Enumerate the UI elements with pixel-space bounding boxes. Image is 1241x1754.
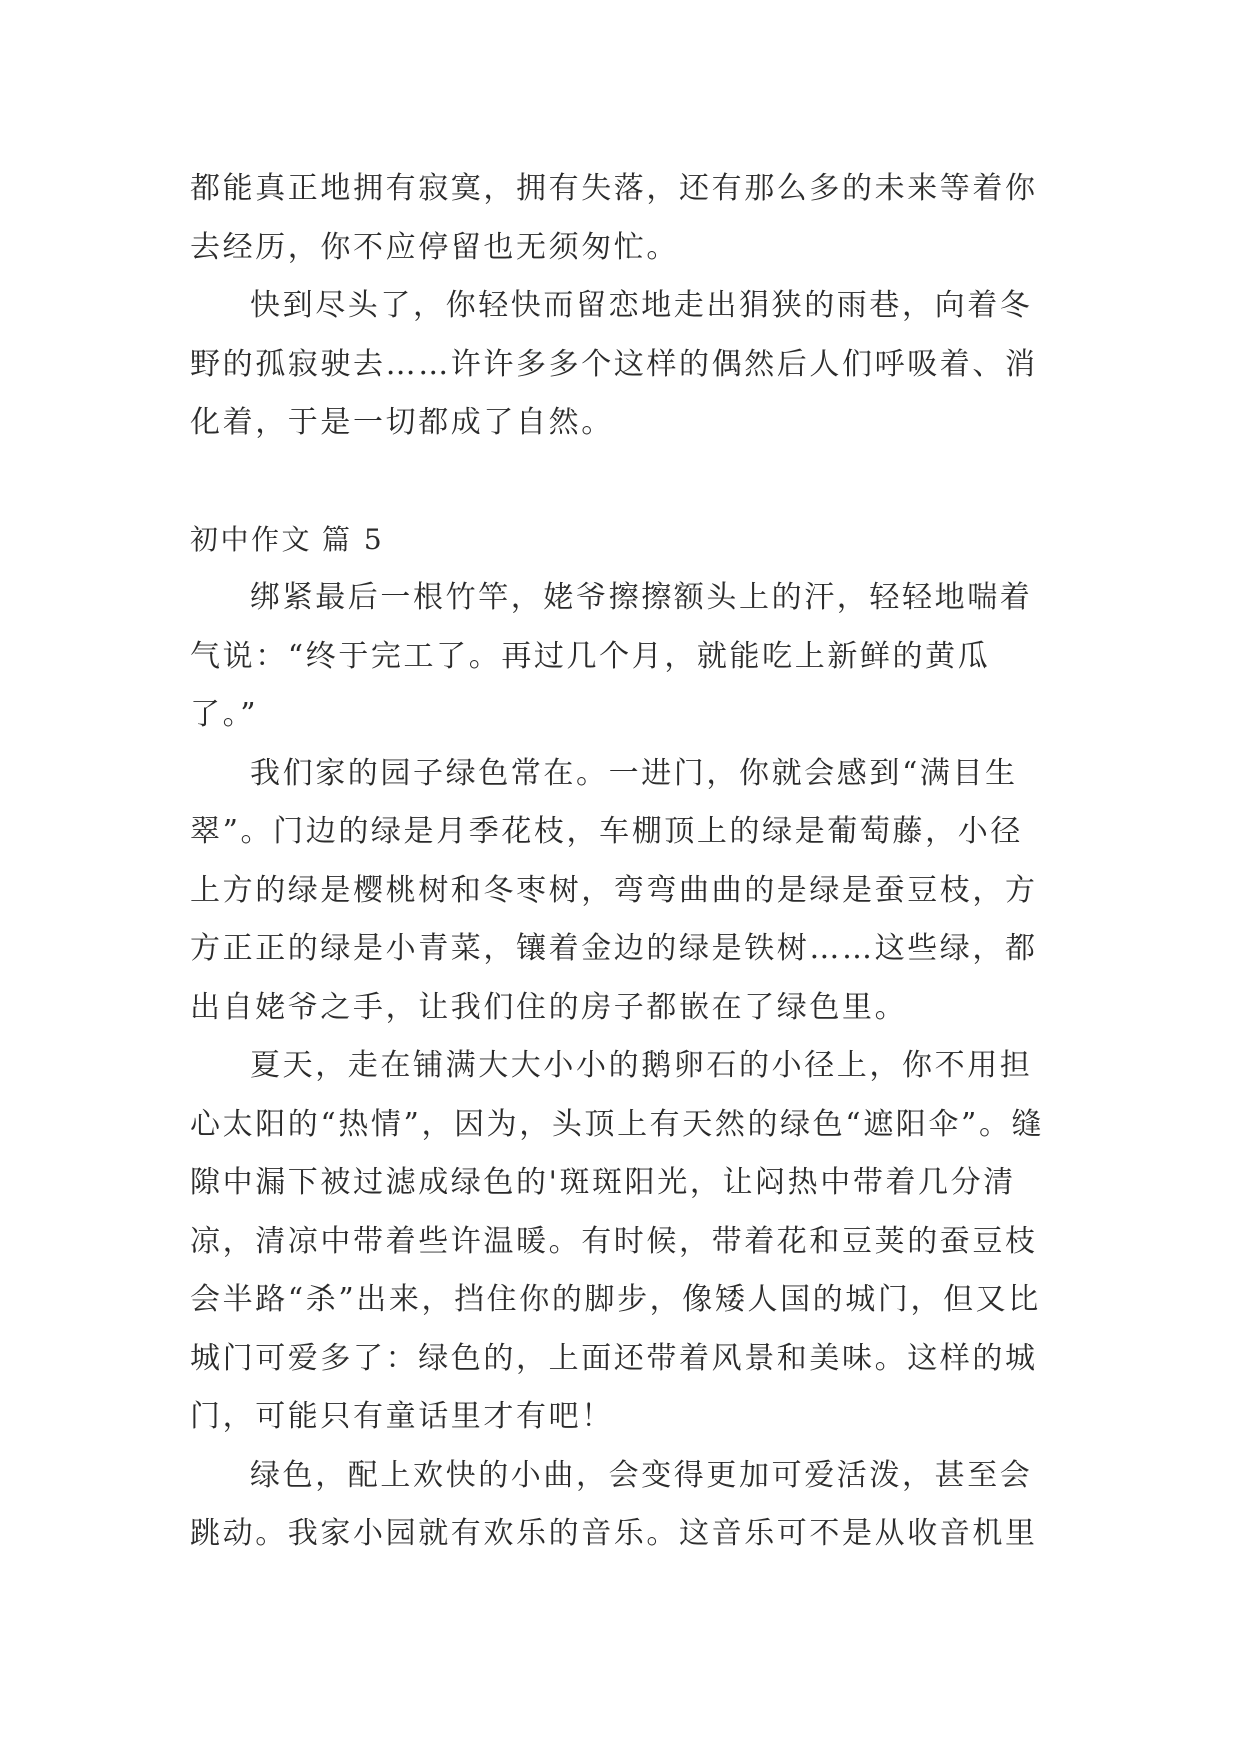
paragraph-continued: 都能真正地拥有寂寞，拥有失落，还有那么多的未来等着你去经历，你不应停留也无须匆忙。 [190,171,1038,265]
paragraph-1: 绑紧最后一根竹竿，姥爷擦擦额头上的汗，轻轻地喘着气说：“终于完工了。再过几个月，就能吃上新鲜的黄瓜了。” [190,580,1033,732]
section-number: 篇 5 [322,522,385,556]
paragraph-2: 我们家的园子绿色常在。一进门，你就会感到“满目生翠”。门边的绿是月季花枝，车棚顶上的绿是葡萄藤，小径上方的绿是樱桃树和冬枣树，弯弯曲曲的是绿是蚕豆枝，方方正正的绿是小青菜，镶着金边的绿是铁树……这些绿，都出自姥爷之手，让我们住的房子都嵌在了绿色里。 [190,755,1038,1025]
paragraph-3: 夏天，走在铺满大大小小的鹅卵石的小径上，你不用担心太阳的“热情”，因为，头顶上有天然的绿色“遮阳伞”。缝隙中漏下被过滤成绿色的'斑斑阳光，让闷热中带着几分清凉，清凉中带着些许温暖。有时候，带着花和豆荚的蚕豆枝会半路“杀”出来，挡住你的脚步，像矮人国的城门，但又比城门可爱多了：绿色的，上面还带着风景和美味。这样的城门，可能只有童话里才有吧！ [190,1048,1045,1434]
section-title: 初中作文 [190,522,313,556]
paragraph-ending: 快到尽头了，你轻快而留恋地走出狷狭的雨巷，向着冬野的孤寂驶去……许许多多个这样的偶然后人们呼吸着、消化着，于是一切都成了自然。 [190,288,1038,440]
document-body [190,160,1050,1564]
paragraph-4: 绿色，配上欢快的小曲，会变得更加可爱活泼，甚至会跳动。我家小园就有欢乐的音乐。这音乐可不是从收音机里 [190,1457,1038,1551]
section-heading [190,511,1050,570]
